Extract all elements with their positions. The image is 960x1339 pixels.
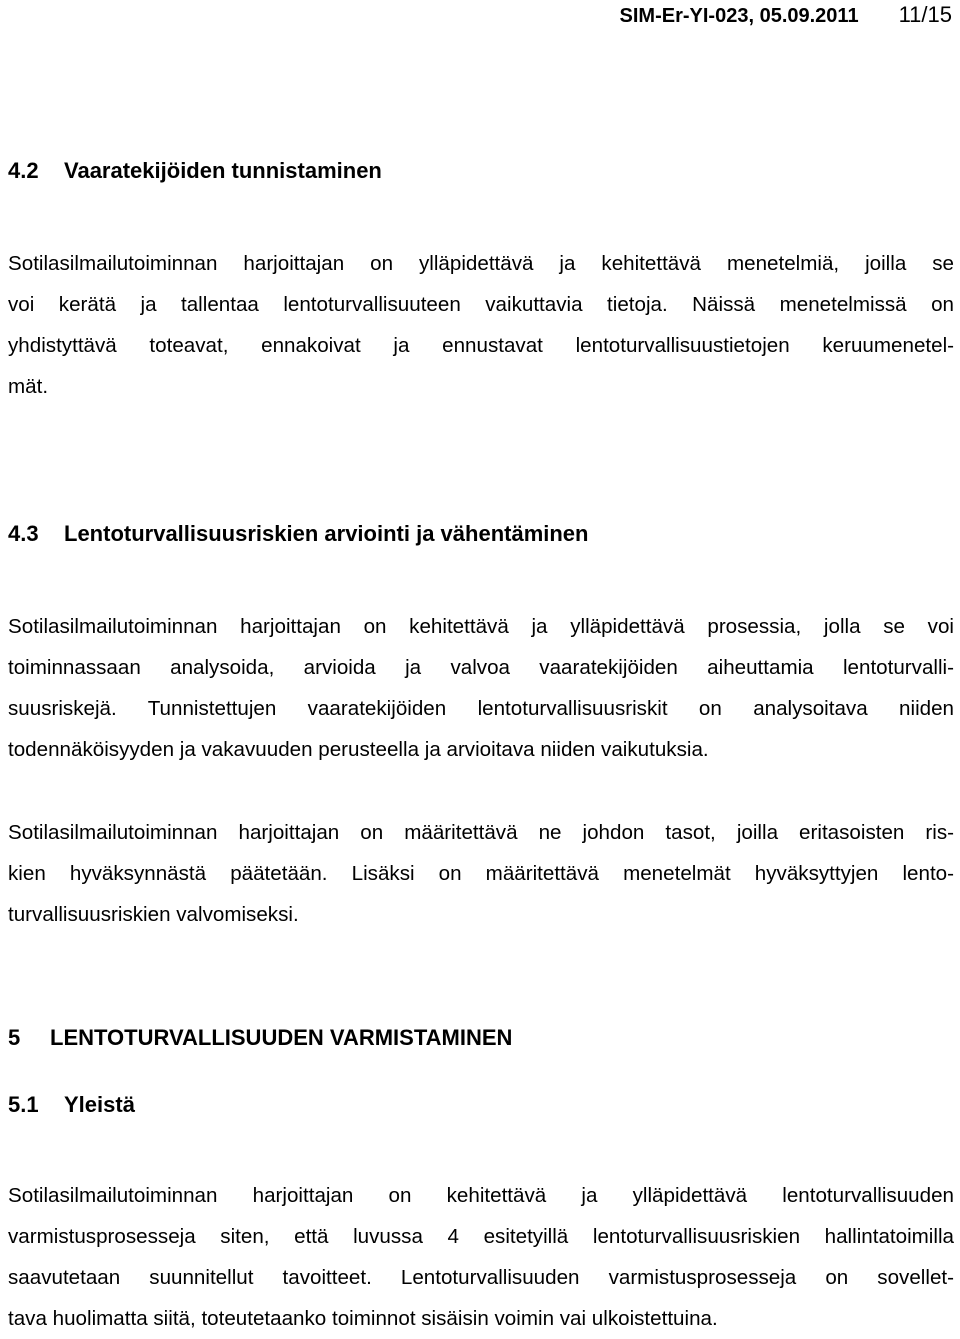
chapter-title: LENTOTURVALLISUUDEN VARMISTAMINEN: [50, 1025, 513, 1050]
page-number: 11/15: [898, 2, 952, 27]
page-header: [620, 2, 952, 28]
section-heading-4-2: [8, 158, 382, 184]
text-line: toiminnassaan analysoida, arvioida ja valvoa vaaratekijöiden aiheuttamia lentoturvalli-: [8, 656, 954, 679]
section-title: Lentoturvallisuusriskien arviointi ja vähentäminen: [64, 521, 589, 546]
paragraph-4-3-a: [8, 606, 954, 770]
text-line: Sotilasilmailutoiminnan harjoittajan on ylläpidettävä ja kehitettävä menetelmiä, joilla se: [8, 252, 954, 275]
text-line: Sotilasilmailutoiminnan harjoittajan on kehitettävä ja ylläpidettävä prosessia, jolla se voi: [8, 615, 954, 638]
text-line: kien hyväksynnästä päätetään. Lisäksi on määritettävä menetelmät hyväksyttyjen lento-: [8, 862, 954, 885]
text-line: Sotilasilmailutoiminnan harjoittajan on määritettävä ne johdon tasot, joilla eritasoisten ris-: [8, 821, 954, 844]
paragraph-4-2: [8, 243, 954, 407]
text-line: varmistusprosesseja siten, että luvussa 4 esitetyillä lentoturvallisuusriskien hallintatoimilla: [8, 1225, 954, 1248]
text-line: mät.: [8, 375, 49, 398]
section-number: 4.3: [8, 521, 39, 546]
paragraph-5-1: [8, 1175, 954, 1339]
paragraph-4-3-b: [8, 812, 954, 935]
section-heading-5-1: [8, 1092, 135, 1118]
document-id: SIM-Er-YI-023, 05.09.2011: [619, 5, 859, 27]
chapter-heading-5: [8, 1025, 512, 1051]
section-title: Vaaratekijöiden tunnistaminen: [64, 158, 382, 183]
text-line: suusriskejä. Tunnistettujen vaaratekijöiden lentoturvallisuusriskit on analysoitava niiden: [8, 697, 954, 720]
text-line: tava huolimatta siitä, toteutetaanko toiminnot sisäisin voimin vai ulkoistettuina.: [8, 1307, 718, 1330]
section-heading-4-3: [8, 521, 588, 547]
chapter-number: 5: [8, 1025, 21, 1050]
section-title: Yleistä: [64, 1092, 135, 1117]
section-number: 5.1: [8, 1092, 39, 1117]
text-line: yhdistyttävä toteavat, ennakoivat ja ennustavat lentoturvallisuustietojen keruumenetel-: [8, 334, 954, 357]
text-line: todennäköisyyden ja vakavuuden perusteella ja arvioitava niiden vaikutuksia.: [8, 738, 709, 761]
text-line: Sotilasilmailutoiminnan harjoittajan on kehitettävä ja ylläpidettävä lentoturvallisuuden: [8, 1184, 954, 1207]
section-number: 4.2: [8, 158, 39, 183]
text-line: voi kerätä ja tallentaa lentoturvallisuuteen vaikuttavia tietoja. Näissä menetelmissä on: [8, 293, 954, 316]
text-line: turvallisuusriskien valvomiseksi.: [8, 903, 299, 926]
text-line: saavutetaan suunnitellut tavoitteet. Lentoturvallisuuden varmistusprosesseja on sovellet-: [8, 1266, 954, 1289]
